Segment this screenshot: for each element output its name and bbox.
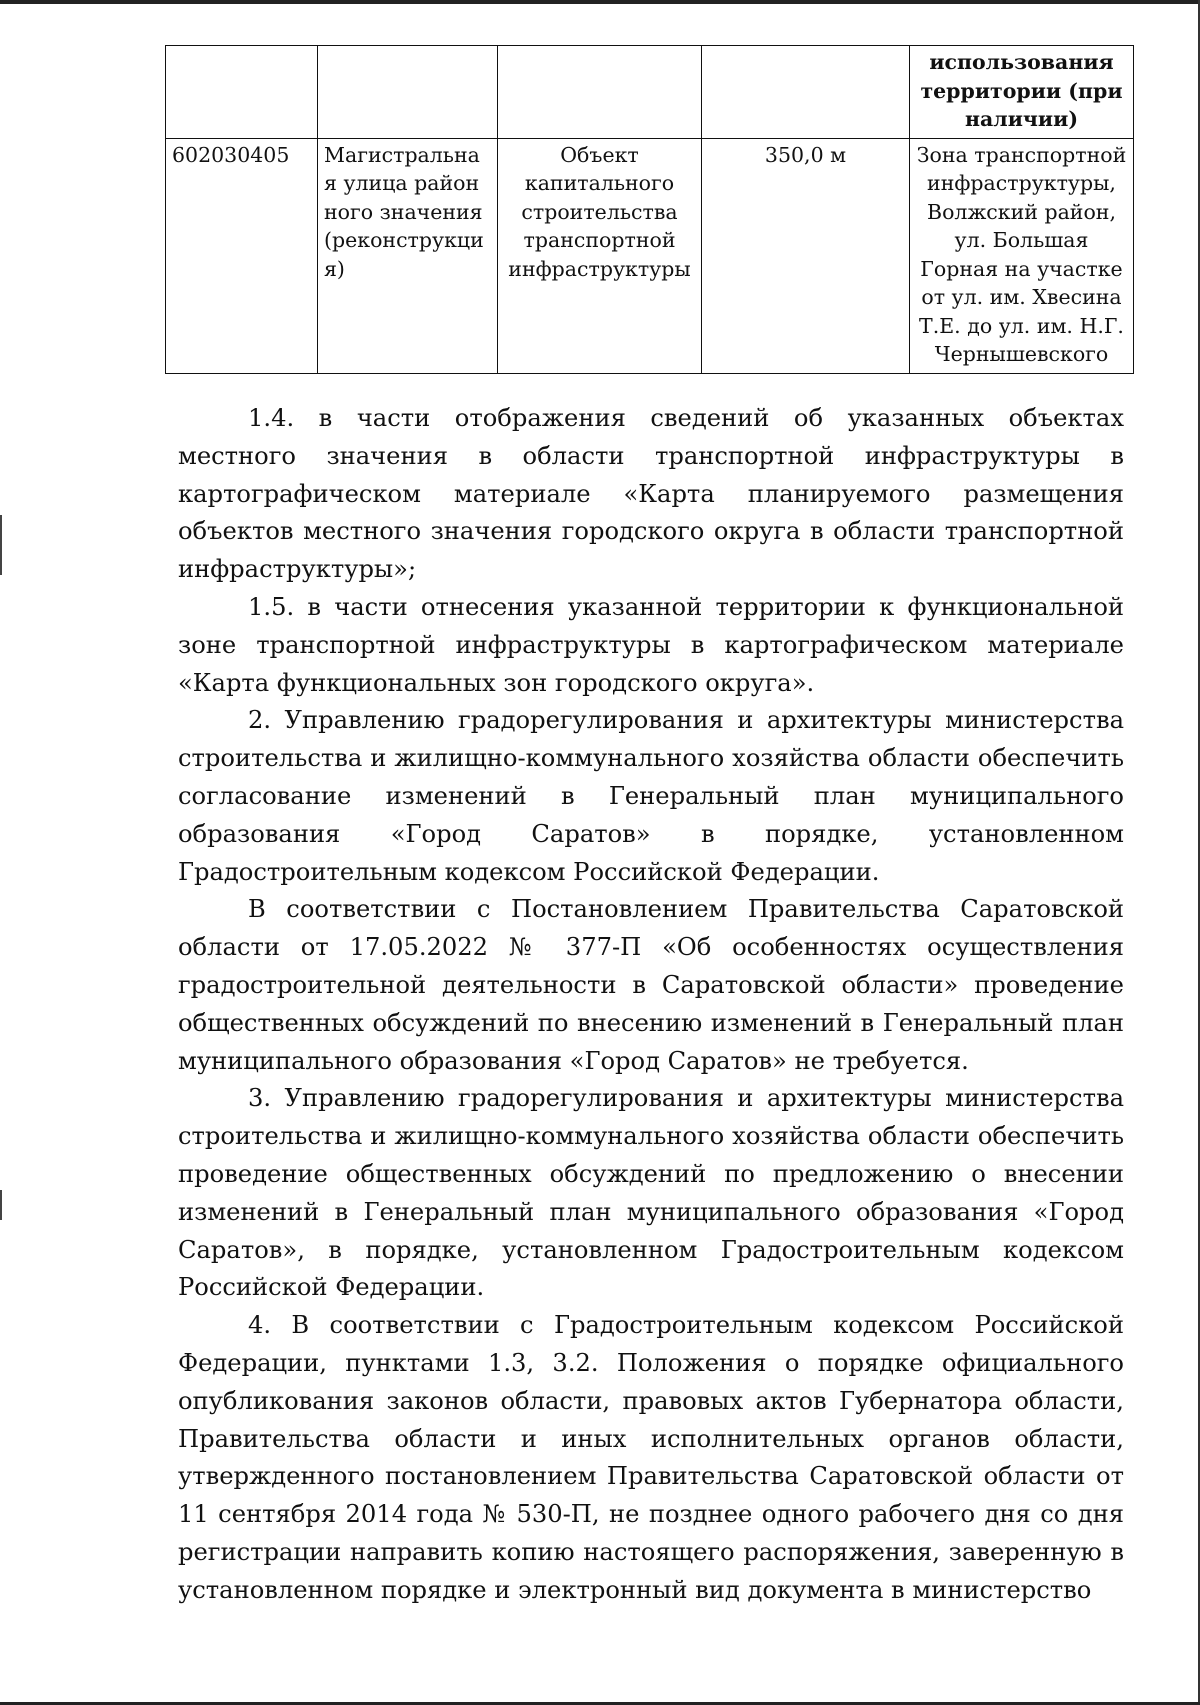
object-type-cell: Объект капитального строительства транспортной инфраструктуры [498, 138, 702, 373]
table-cell [166, 46, 318, 139]
page-top-edge [0, 0, 1200, 4]
object-location-cell: Зона транспортной инфраструктуры, Волжский район, ул. Большая Горная на участке от ул. им. Хвесина Т.Е. до ул. им. Н.Г. Чернышевского [910, 138, 1134, 373]
document-body [178, 400, 1124, 1610]
table-cell [498, 46, 702, 139]
table-row-header-continuation [166, 46, 1134, 139]
table-row [166, 138, 1134, 373]
paragraph-3: 3. Управлению градорегулирования и архитектуры министерства строительства и жилищно-коммунального хозяйства области обеспечить проведение общественных обсуждений по предложению о внесении изменений в Генеральный план муниципального образования «Город Саратов», в порядке, установленном Градостроительным кодексом Российской Федерации. [178, 1084, 1124, 1302]
table-cell [318, 46, 498, 139]
paragraph-1-5: 1.5. в части отнесения указанной территории к функциональной зоне транспортной инфраструктуры в картографическом материале «Карта функциональных зон городского округа». [178, 592, 1124, 697]
table-header-cell: использования территории (при наличии) [910, 46, 1134, 139]
objects-table [165, 45, 1134, 374]
paragraph-2: 2. Управлению градорегулирования и архитектуры министерства строительства и жилищно-коммунального хозяйства области обеспечить согласование изменений в Генеральный план муниципального образования «Город Саратов» в порядке, установленном Градостроительным кодексом Российской Федерации. [178, 706, 1124, 886]
paragraph-4: 4. В соответствии с Градостроительным кодексом Российской Федерации, пунктами 1.3, 3.2. Положения о порядке официального опубликования законов области, правовых актов Губернатора области, Правительства области и иных исполнительных органов области, утвержденного постановлением Правительства Саратовской области от 11 сентября 2014 года № 530-П, не позднее одного рабочего дня со дня регистрации направить копию настоящего распоряжения, заверенную в установленном порядке и электронный вид документа в министерство [178, 1311, 1124, 1604]
table-cell [702, 46, 910, 139]
scan-artifact [0, 1190, 2, 1220]
object-code-cell: 602030405 [166, 138, 318, 373]
paragraph-1-4: 1.4. в части отображения сведений об указанных объектах местного значения в области транспортной инфраструктуры в картографическом материале «Карта планируемого размещения объектов местного значения городского округа в области транспортной инфраструктуры»; [178, 404, 1124, 584]
scan-artifact [0, 515, 2, 575]
object-length-cell: 350,0 м [702, 138, 910, 373]
object-name-cell: Магистральная улица районного значения (реконструкция) [318, 138, 498, 373]
paragraph-public-hearings-note: В соответствии с Постановлением Правительства Саратовской области от 17.05.2022 № 377-П «Об особенностях осуществления градостроительной деятельности в Саратовской области» проведение общественных обсуждений по внесению изменений в Генеральный план муниципального образования «Город Саратов» не требуется. [178, 895, 1124, 1075]
